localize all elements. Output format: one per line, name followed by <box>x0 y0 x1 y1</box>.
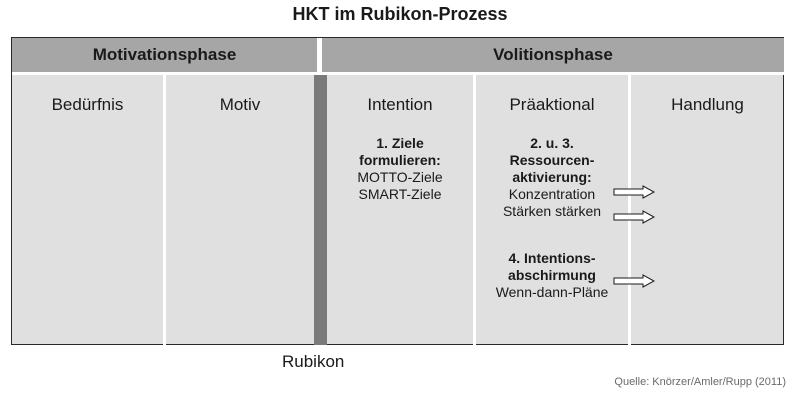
resources-heading-line-1: 2. u. 3. <box>530 135 574 151</box>
diagram-title: HKT im Rubikon-Prozess <box>292 4 508 24</box>
shielding-heading-line-1: 4. Intentions- <box>508 250 596 266</box>
shielding-heading-line-2: abschirmung <box>508 267 596 283</box>
praeaktional-block-resources <box>476 135 628 220</box>
phase-header-motivation: Motivationsphase <box>12 38 317 72</box>
column-title-praeaktional: Präaktional <box>509 95 595 114</box>
column-title-beduerfnis: Bedürfnis <box>51 95 124 114</box>
column-title-intention: Intention <box>367 95 433 114</box>
praeaktional-block-shielding <box>476 250 628 301</box>
intention-item-smart: SMART-Ziele <box>358 186 442 202</box>
intention-item-motto: MOTTO-Ziele <box>357 169 443 185</box>
resources-item-konzentration: Konzentration <box>508 186 596 202</box>
arrow-right-icon <box>613 274 655 288</box>
intention-heading-line-2: formulieren: <box>359 152 441 168</box>
header-bottom-divider <box>12 72 784 75</box>
resources-heading-line-2: Ressourcen- <box>509 152 595 168</box>
column-title-handlung: Handlung <box>671 95 744 114</box>
resources-heading-line-3: aktivierung: <box>512 169 592 185</box>
arrow-right-icon <box>613 185 655 199</box>
rubikon-label: Rubikon <box>282 352 345 371</box>
diagram-frame <box>11 37 784 345</box>
arrow-right-icon <box>613 210 655 224</box>
rubikon-bar <box>314 75 327 345</box>
intention-block <box>327 135 473 203</box>
column-title-motiv: Motiv <box>219 95 261 114</box>
shielding-item-wenn-dann: Wenn-dann-Pläne <box>495 284 609 300</box>
intention-heading-line-1: 1. Ziele <box>376 135 424 151</box>
phase-header-volition: Volitionsphase <box>322 38 784 72</box>
resources-item-staerken: Stärken stärken <box>502 203 602 219</box>
source-citation: Quelle: Knörzer/Amler/Rupp (2011) <box>614 376 786 388</box>
